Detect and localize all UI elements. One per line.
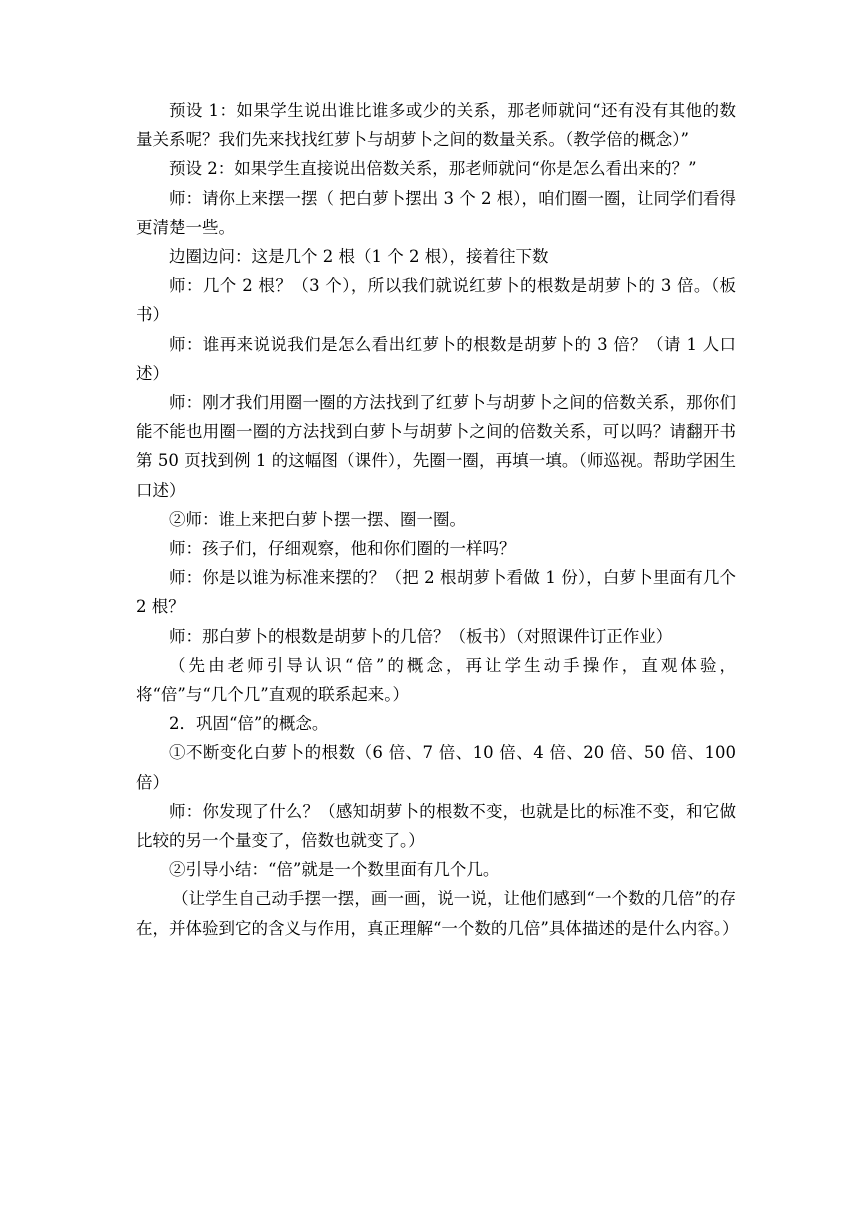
paragraph-note-hands-on: （让学生自己动手摆一摆，画一画，说一说，让他们感到“一个数的几倍”的存在，并体验到它的含义与作用，真正理解“一个数的几倍”具体描述的是什么内容。） xyxy=(136,889,739,938)
paragraph-observe: 师：孩子们，仔细观察，他和你们圈的一样吗？ xyxy=(169,539,516,559)
paragraph-who-explains: 师：谁再来说说我们是怎么看出红萝卜的根数是胡萝卜的 3 倍？（请 1 人口述） xyxy=(136,334,736,383)
paragraph-discover: 师：你发现了什么？（感知胡萝卜的根数不变，也就是比的标准不变，和它做比较的另一个量变了，倍数也就变了。） xyxy=(136,801,736,851)
paragraph-vary-count: ①不断变化白萝卜的根数（6 倍、7 倍、10 倍、4 倍、20 倍、50 倍、100 倍） xyxy=(136,743,736,792)
paragraph-how-many-times: 师：那白萝卜的根数是胡萝卜的几倍？（板书）（对照课件订正作业） xyxy=(169,626,673,646)
paragraph-circle-ask: 边圈边问：这是几个 2 根（1 个 2 根），接着往下数 xyxy=(169,247,549,267)
paragraph-section-2: 2．巩固“倍”的概念。 xyxy=(169,714,329,734)
paragraph-summary: ②引导小结：“倍”就是一个数里面有几个几。 xyxy=(169,860,500,880)
paragraph-how-many-2: 师：几个 2 根？（3 个），所以我们就说红萝卜的根数是胡萝卜的 3 倍。（板书） xyxy=(136,276,736,325)
paragraph-circle-method: 师：刚才我们用圈一圈的方法找到了红萝卜与胡萝卜之间的倍数关系，那你们能不能也用圈一圈的方法找到白萝卜与胡萝卜之间的倍数关系，可以吗？请翻开书第 50 页找到例 1 的这幅图（课件），先圈一圈，再填一填。（师巡视。帮助学困生口述） xyxy=(136,393,736,500)
paragraph-standard: 师：你是以谁为标准来摆的？（把 2 根胡萝卜看做 1 份），白萝卜里面有几个 2 根？ xyxy=(136,568,736,617)
paragraph-note-concept: （先由老师引导认识“倍”的概念，再让学生动手操作，直观体验，将“倍”与“几个几”直观的联系起来。） xyxy=(136,655,736,705)
paragraph-preset-1: 预设 1：如果学生说出谁比谁多或少的关系，那老师就问“还有没有其他的数量关系呢？我们先来找找红萝卜与胡萝卜之间的数量关系。（教学倍的概念）” xyxy=(136,101,736,150)
paragraph-white-radish-arrange: ②师：谁上来把白萝卜摆一摆、圈一圈。 xyxy=(169,509,466,529)
paragraph-teacher-arrange: 师：请你上来摆一摆（ 把白萝卜摆出 3 个 2 根），咱们圈一圈，让同学们看得更清楚一些。 xyxy=(136,188,736,237)
paragraph-preset-2: 预设 2：如果学生直接说出倍数关系，那老师就问“你是怎么看出来的？” xyxy=(169,159,697,179)
lesson-text-block xyxy=(136,96,739,943)
